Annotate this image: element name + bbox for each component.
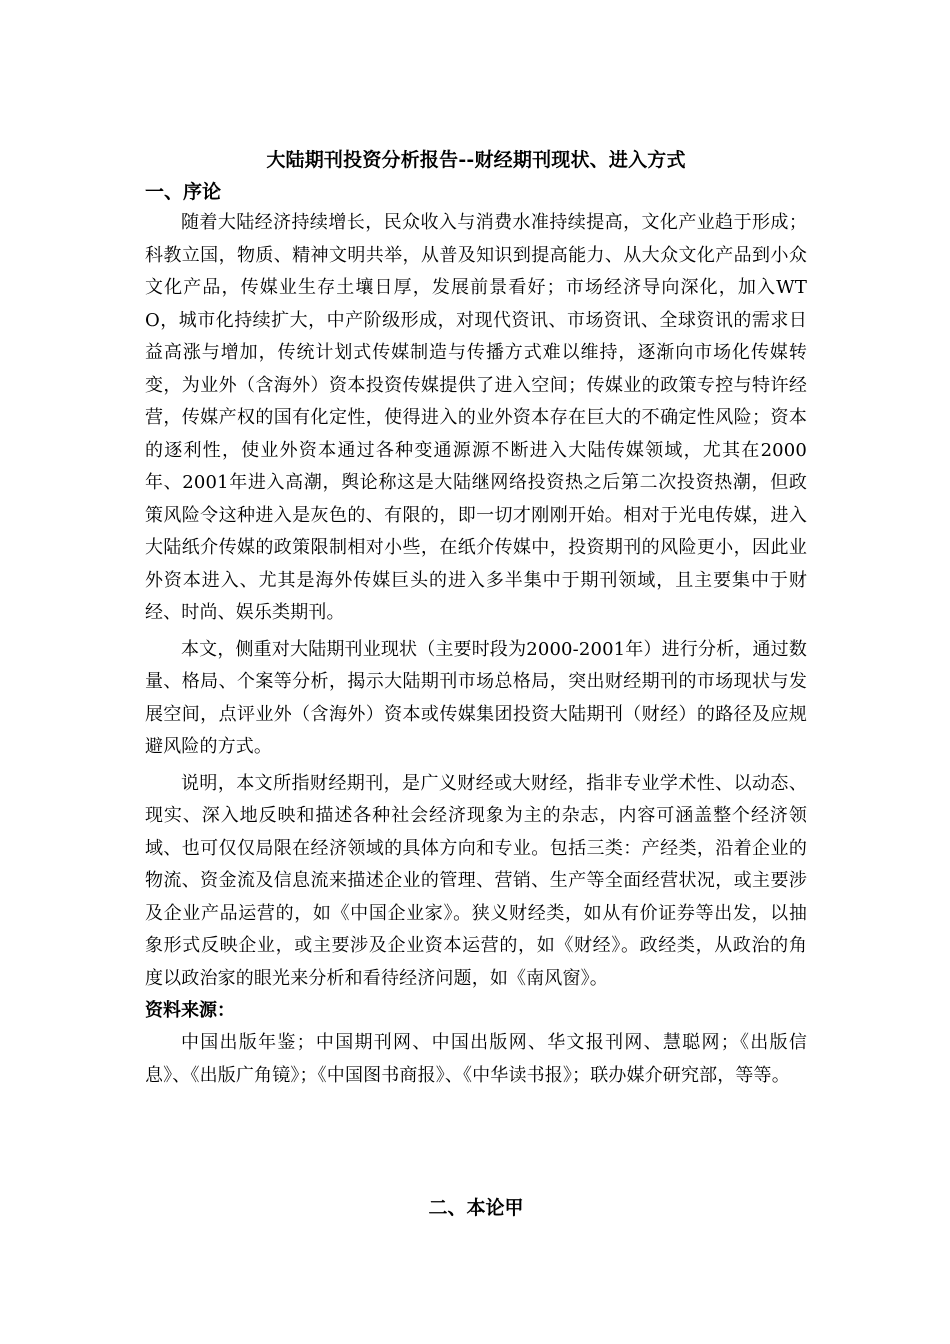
sources-paragraph: 中国出版年鉴；中国期刊网、中国出版网、华文报刊网、慧聪网；《出版信息》、《出版广角镜》；《中国图书商报》、《中华读书报》；联办媒介研究部，等等。 <box>145 1032 807 1086</box>
document-title: 大陆期刊投资分析报告--财经期刊现状、进入方式 <box>266 149 686 171</box>
sources-heading: 资料来源： <box>145 1000 235 1021</box>
paragraph-introduction-1: 随着大陆经济持续增长，民众收入与消费水准持续提高，文化产业趋于形成；科教立国，物质、精神文明共举，从普及知识到提高能力、从大众文化产品到小众文化产品，传媒业生存土壤日厚，发展前景看好；市场经济导向深化，加入WTO，城市化持续扩大，中产阶级形成，对现代资讯、市场资讯、全球资讯的需求日益高涨与增加，传统计划式传媒制造与传播方式难以维持，逐渐向市场化传媒转变，为业外（含海外）资本投资传媒提供了进入空间；传媒业的政策专控与特许经营，传媒产权的国有化定性，使得进入的业外资本存在巨大的不确定性风险；资本的逐利性，使业外资本通过各种变通源源不断进入大陆传媒领域，尤其在2000年、2001年进入高潮，舆论称这是大陆继网络投资热之后第二次投资热潮，但政策风险令这种进入是灰色的、有限的，即一切才刚刚开始。相对于光电传媒，进入大陆纸介传媒的政策限制相对小些，在纸介传媒中，投资期刊的风险更小，因此业外资本进入、尤其是海外传媒巨头的进入多半集中于期刊领域，且主要集中于财经、时尚、娱乐类期刊。 <box>145 212 807 623</box>
paragraph-introduction-2: 本文，侧重对大陆期刊业现状（主要时段为2000-2001年）进行分析，通过数量、格局、个案等分析，揭示大陆期刊市场总格局，突出财经期刊的市场现状与发展空间，点评业外（含海外）资本或传媒集团投资大陆期刊（财经）的路径及应规避风险的方式。 <box>145 638 807 757</box>
document-body <box>145 148 807 1092</box>
paragraph-introduction-3: 说明，本文所指财经期刊，是广义财经或大财经，指非专业学术性、以动态、现实、深入地反映和描述各种社会经济现象为主的杂志，内容可涵盖整个经济领域、也可仅仅局限在经济领域的具体方向和专业。包括三类：产经类，沿着企业的物流、资金流及信息流来描述企业的管理、营销、生产等全面经营状况，或主要涉及企业产品运营的，如《中国企业家》。狭义财经类，如从有价证券等出发，以抽象形式反映企业，或主要涉及企业资本运营的，如《财经》。政经类，从政治的角度以政治家的眼光来分析和看待经济问题，如《南风窗》。 <box>145 772 807 989</box>
section-heading-main-part-a: 二、本论甲 <box>428 1197 524 1219</box>
section-heading-introduction: 一、序论 <box>145 181 222 203</box>
